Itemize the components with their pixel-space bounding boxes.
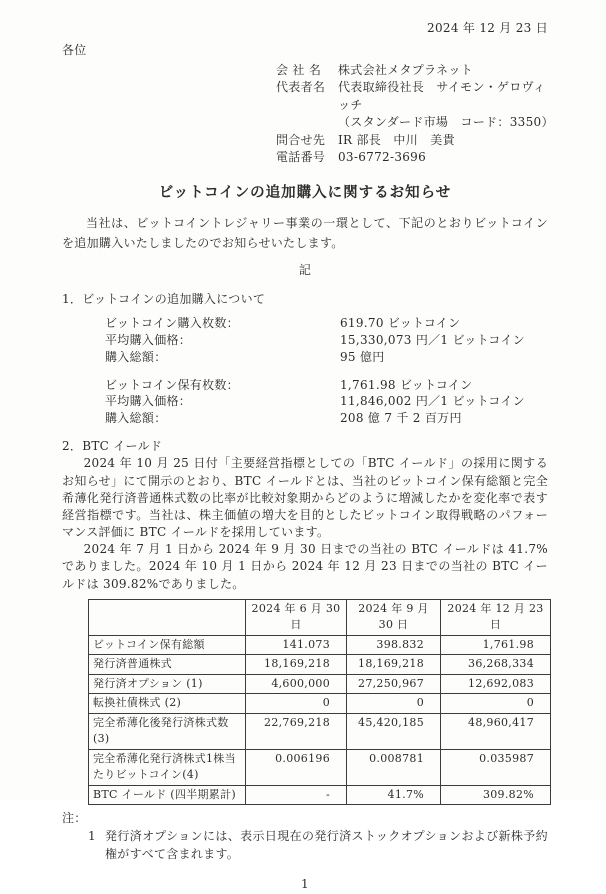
cell-value: 22,769,218 — [246, 713, 347, 749]
table-row-btc-per-share — [89, 749, 551, 785]
row-label-btc-per-share: 完全希薄化発行済株式1株当たりビットコイン(4) — [89, 749, 246, 785]
purchase-total-value: 95 億円 — [340, 349, 385, 364]
cell-value: 18,169,218 — [347, 655, 441, 675]
cell-value: - — [246, 785, 347, 805]
contact-label: 問合せ先 — [276, 132, 326, 147]
cell-value: 18,169,218 — [246, 655, 347, 675]
cell-value: 0 — [246, 694, 347, 714]
cell-value: 141.073 — [246, 635, 347, 655]
table-row-diluted-shares — [89, 713, 551, 749]
purchase-total-label: 購入総額： — [105, 349, 167, 364]
row-label-btc-holdings: ビットコイン保有総額 — [89, 635, 246, 655]
cell-value: 398.832 — [347, 635, 441, 655]
cell-value: 309.82% — [441, 785, 551, 805]
intro-paragraph: 当社は、ビットコイントレジャリー事業の一環として、下記のとおりビットコインを追加購入いたしましたのでお知らせいたします。 — [62, 215, 548, 250]
holdings-total-label: 購入総額： — [105, 411, 167, 426]
holdings-total-row — [105, 410, 548, 427]
holdings-amount-row — [105, 377, 548, 394]
table-header-dec23: 2024 年 12 月 23 日 — [441, 599, 551, 635]
table-row-options — [89, 674, 551, 694]
cell-value: 27,250,967 — [347, 674, 441, 694]
holdings-avg-price-label: 平均購入価格： — [105, 394, 192, 409]
company-name-value: 株式会社メタプラネット — [338, 62, 473, 77]
company-name-row — [276, 62, 548, 80]
purchase-amount-label: ビットコイン購入枚数： — [105, 316, 239, 331]
phone-value: 03-6772-3696 — [338, 150, 427, 165]
row-label-btc-yield: BTC イールド (四半期累計) — [89, 785, 246, 805]
holdings-amount-label: ビットコイン保有枚数： — [105, 377, 239, 392]
cell-value: 0 — [347, 694, 441, 714]
contact-row — [276, 132, 548, 150]
cell-value: 45,420,185 — [347, 713, 441, 749]
table-header-row — [89, 599, 551, 635]
cell-value: 0.008781 — [347, 749, 441, 785]
note-1-number: 1 — [88, 828, 96, 843]
market-code-label — [276, 114, 338, 132]
representative-row — [276, 79, 548, 114]
holdings-avg-price-row — [105, 393, 548, 410]
cell-value: 48,960,417 — [441, 713, 551, 749]
representative-label: 代表者名 — [276, 80, 326, 95]
section1-heading: 1．ビットコインの追加購入について — [62, 291, 266, 306]
holdings-total-value: 208 億 7 千 2 百万円 — [340, 411, 462, 426]
cell-value: 12,692,083 — [441, 674, 551, 694]
purchase-amount-value: 619.70 ビットコイン — [340, 316, 461, 331]
market-code-value: （スタンダード市場 コード：3350） — [338, 115, 554, 130]
purchase-amount-row — [105, 315, 548, 332]
table-row-btc-holdings — [89, 635, 551, 655]
table-row-common-shares — [89, 655, 551, 675]
purchase-avg-price-row — [105, 332, 548, 349]
row-label-convertible-bonds: 転換社債株式 (2) — [89, 694, 246, 714]
phone-label: 電話番号 — [276, 150, 326, 165]
representative-value: 代表取締役社長 サイモン・ゲロヴィッチ — [338, 80, 546, 112]
table-row-btc-yield — [89, 785, 551, 805]
holdings-summary — [105, 377, 548, 427]
notes-label: 注： — [62, 811, 87, 826]
table-header-sep30: 2024 年 9 月 30 日 — [347, 599, 441, 635]
cell-value: 0.006196 — [246, 749, 347, 785]
company-info-block — [276, 62, 554, 167]
table-header-empty — [89, 599, 246, 635]
recipient: 各位 — [62, 43, 87, 58]
row-label-options: 発行済オプション (1) — [89, 674, 246, 694]
purchase-avg-price-value: 15,330,073 円／1 ビットコイン — [340, 333, 525, 348]
section2-heading: 2．BTC イールド — [62, 439, 163, 454]
cell-value: 0 — [441, 694, 551, 714]
btc-yield-paragraph-1: 2024 年 10 月 25 日付「主要経営指標としての「BTC イールド」の採用に関するお知らせ」にて開示のとおり、BTC イールドとは、当社のビットコイン保有総額と完全希薄化発行済普通株式数の比率が比較対象期からどのように増減したかを変化率で表す経営指標です。当社は、株主価値の増大を目的としたビットコイン取得戦略のパフォーマンス評価に BTC イールドを採用しています。 — [62, 456, 548, 540]
company-name-label: 会 社 名 — [276, 62, 322, 77]
table-header-jun30: 2024 年 6 月 30 日 — [246, 599, 347, 635]
cell-value: 1,761.98 — [441, 635, 551, 655]
contact-value: IR 部長 中川 美貴 — [338, 132, 455, 147]
cell-value: 0.035987 — [441, 749, 551, 785]
notice-mark: 記 — [298, 263, 312, 278]
holdings-avg-price-value: 11,846,002 円／1 ビットコイン — [340, 394, 525, 409]
row-label-common-shares: 発行済普通株式 — [89, 655, 246, 675]
holdings-amount-value: 1,761.98 ビットコイン — [340, 377, 473, 392]
phone-row — [276, 149, 548, 167]
market-code-row — [276, 114, 554, 132]
purchase-avg-price-label: 平均購入価格： — [105, 333, 192, 348]
btc-yield-paragraph-2: 2024 年 7 月 1 日から 2024 年 9 月 30 日までの当社の BTC イールドは 41.7%でありました。2024 年 10 月 1 日から 2024 年 12 月 23 日までの当社の BTC イールドは 309.82%でありました。 — [62, 542, 548, 591]
purchase-total-row — [105, 349, 548, 366]
row-label-diluted-shares: 完全希薄化後発行済株式数(3) — [89, 713, 246, 749]
page-number: 1 — [301, 877, 309, 892]
cell-value: 36,268,334 — [441, 655, 551, 675]
document-date: 2024 年 12 月 23 日 — [427, 21, 548, 35]
cell-value: 4,600,000 — [246, 674, 347, 694]
note-item-1 — [88, 828, 548, 864]
note-1-text: 発行済オプションには、表示日現在の発行済ストックオプションおよび新株予約権がすべて含まれます。 — [105, 828, 548, 861]
table-row-convertible-bonds — [89, 694, 551, 714]
page-title: ビットコインの追加購入に関するお知らせ — [158, 183, 452, 201]
notes-block — [62, 810, 548, 863]
cell-value: 41.7% — [347, 785, 441, 805]
metrics-table — [88, 599, 551, 806]
purchase-summary — [105, 315, 548, 365]
